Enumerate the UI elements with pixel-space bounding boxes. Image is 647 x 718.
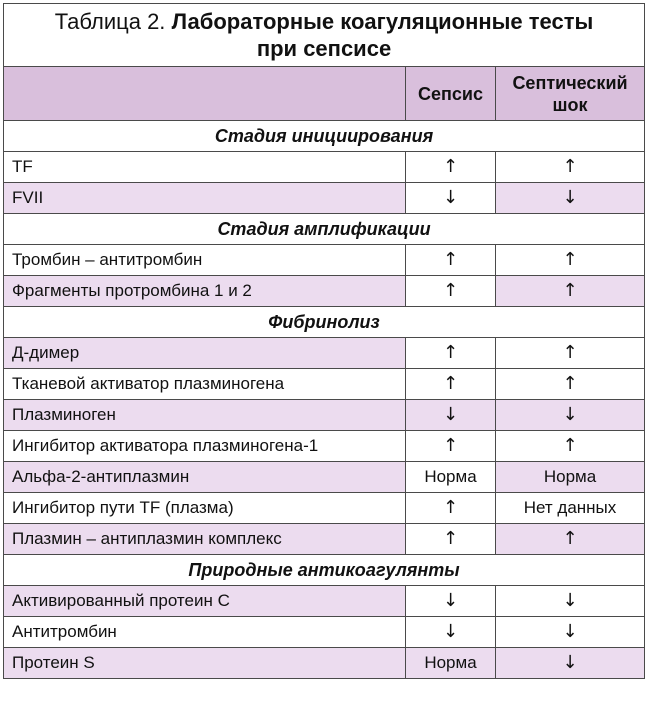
table-row xyxy=(4,524,645,555)
row-label: Ингибитор пути TF (плазма) xyxy=(4,493,406,524)
row-shock-value: Нет данных xyxy=(496,493,645,524)
section-row xyxy=(4,214,645,245)
caption-title-line2: при сепсисе xyxy=(256,36,392,61)
row-sepsis-value: ↓ xyxy=(406,400,496,431)
row-label: Тканевой активатор плазминогена xyxy=(4,369,406,400)
row-sepsis-value: ↑ xyxy=(406,493,496,524)
row-sepsis-value: ↑ xyxy=(406,431,496,462)
row-sepsis-value: ↓ xyxy=(406,617,496,648)
caption-title-line1: Лабораторные коагуляционные тесты xyxy=(171,9,594,34)
row-label: Ингибитор активатора плазминогена-1 xyxy=(4,431,406,462)
row-sepsis-value: ↓ xyxy=(406,183,496,214)
row-sepsis-value: ↑ xyxy=(406,524,496,555)
section-amplification: Стадия амплификации xyxy=(4,214,645,245)
caption-prefix: Таблица 2. xyxy=(54,9,166,34)
row-label: Протеин S xyxy=(4,648,406,679)
row-label: Фрагменты протромбина 1 и 2 xyxy=(4,276,406,307)
table-row xyxy=(4,338,645,369)
row-shock-value: ↓ xyxy=(496,400,645,431)
section-fibrinolysis: Фибринолиз xyxy=(4,307,645,338)
coagulation-table xyxy=(3,3,645,679)
table-row xyxy=(4,586,645,617)
row-shock-value: ↓ xyxy=(496,617,645,648)
row-shock-value: ↑ xyxy=(496,245,645,276)
caption-row xyxy=(4,4,645,67)
header-septic-shock xyxy=(496,67,645,121)
coagulation-table-container xyxy=(3,3,644,679)
row-label: Альфа-2-антиплазмин xyxy=(4,462,406,493)
row-sepsis-value: ↑ xyxy=(406,152,496,183)
header-empty-cell xyxy=(4,67,406,121)
table-row xyxy=(4,462,645,493)
row-shock-value: Норма xyxy=(496,462,645,493)
header-shock-line1: Септический xyxy=(512,72,628,93)
row-sepsis-value: ↑ xyxy=(406,338,496,369)
header-sepsis: Сепсис xyxy=(406,67,496,121)
section-row xyxy=(4,121,645,152)
table-row xyxy=(4,400,645,431)
row-sepsis-value: Норма xyxy=(406,462,496,493)
row-shock-value: ↑ xyxy=(496,431,645,462)
row-shock-value: ↓ xyxy=(496,648,645,679)
row-shock-value: ↓ xyxy=(496,183,645,214)
row-shock-value: ↑ xyxy=(496,276,645,307)
table-row xyxy=(4,617,645,648)
row-sepsis-value: ↑ xyxy=(406,369,496,400)
row-shock-value: ↓ xyxy=(496,586,645,617)
row-label: Плазминоген xyxy=(4,400,406,431)
row-shock-value: ↑ xyxy=(496,152,645,183)
row-label: Плазмин – антиплазмин комплекс xyxy=(4,524,406,555)
row-label: Д-димер xyxy=(4,338,406,369)
table-row xyxy=(4,152,645,183)
table-row xyxy=(4,276,645,307)
section-initiation: Стадия инициирования xyxy=(4,121,645,152)
row-sepsis-value: ↓ xyxy=(406,586,496,617)
row-label: FVII xyxy=(4,183,406,214)
table-row xyxy=(4,245,645,276)
section-anticoagulants: Природные антикоагулянты xyxy=(4,555,645,586)
row-shock-value: ↑ xyxy=(496,338,645,369)
table-row xyxy=(4,493,645,524)
row-label: Антитромбин xyxy=(4,617,406,648)
row-sepsis-value: ↑ xyxy=(406,245,496,276)
row-label: Тромбин – антитромбин xyxy=(4,245,406,276)
section-row xyxy=(4,307,645,338)
table-row xyxy=(4,648,645,679)
header-shock-line2: шок xyxy=(552,94,588,115)
section-row xyxy=(4,555,645,586)
table-caption xyxy=(4,4,645,67)
header-row xyxy=(4,67,645,121)
row-sepsis-value: ↑ xyxy=(406,276,496,307)
row-sepsis-value: Норма xyxy=(406,648,496,679)
row-shock-value: ↑ xyxy=(496,524,645,555)
table-row xyxy=(4,369,645,400)
row-shock-value: ↑ xyxy=(496,369,645,400)
table-row xyxy=(4,183,645,214)
table-row xyxy=(4,431,645,462)
row-label: Активированный протеин С xyxy=(4,586,406,617)
row-label: TF xyxy=(4,152,406,183)
